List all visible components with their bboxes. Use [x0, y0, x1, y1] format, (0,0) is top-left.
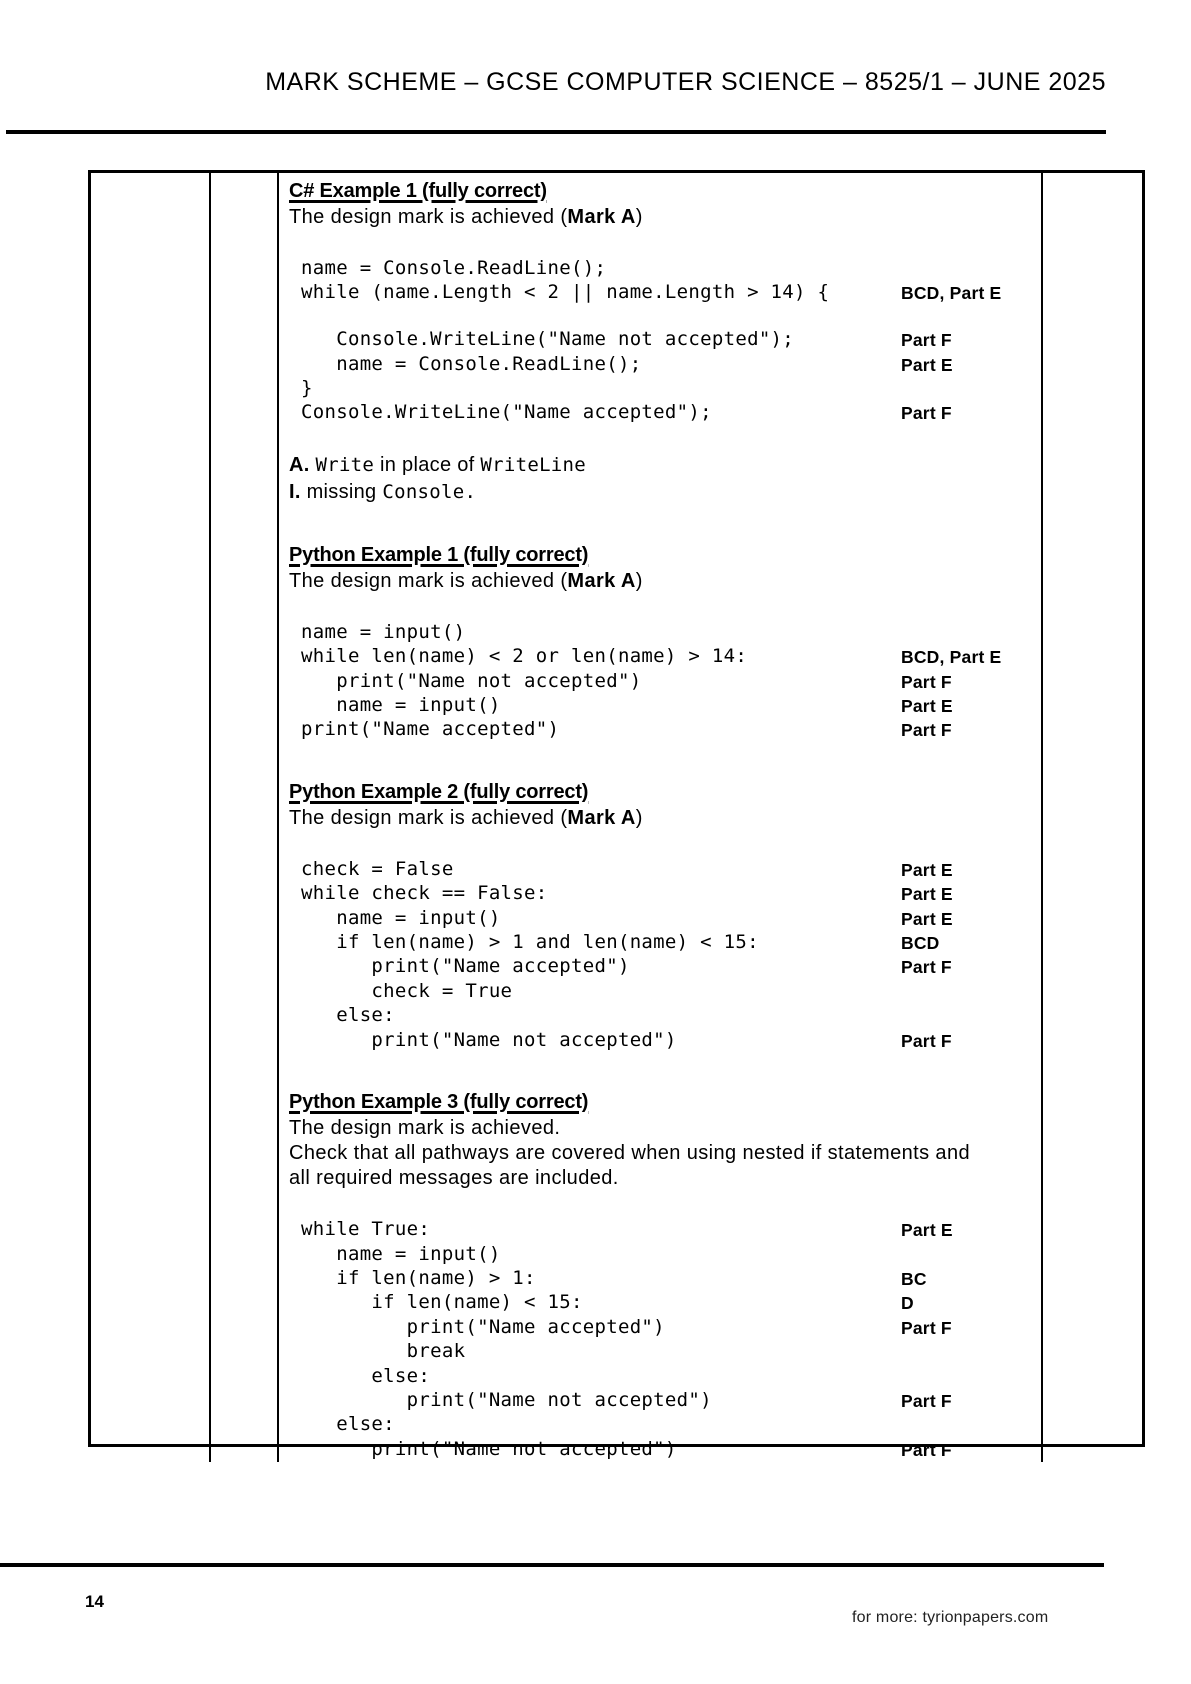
watermark-text: for more: tyrionpapers.com — [852, 1609, 1049, 1626]
page-number: 14 — [85, 1592, 104, 1611]
code-text: while check == False: — [301, 882, 548, 905]
code-text: print("Name not accepted") — [301, 669, 642, 692]
code-block-csharp-1 — [289, 257, 1031, 426]
note-a-label: A. — [289, 453, 310, 476]
code-line — [301, 1413, 1031, 1437]
code-text: check = False — [301, 857, 454, 880]
mark-annotation: Part E — [901, 859, 953, 880]
example-heading-row — [289, 779, 1031, 805]
mark-annotation: BCD — [901, 933, 940, 954]
code-line — [301, 694, 1031, 718]
code-text: name = Console.ReadLine(); — [301, 257, 607, 279]
mark-annotation: Part E — [901, 354, 953, 375]
note-i-code: Console. — [382, 480, 477, 503]
code-text: break — [301, 1340, 466, 1363]
code-line — [301, 281, 1031, 305]
intro-text-post: ) — [635, 206, 643, 228]
code-text: name = input() — [301, 694, 501, 717]
code-line — [301, 1389, 1031, 1413]
code-block-python-1 — [289, 621, 1031, 743]
code-line — [301, 1438, 1031, 1462]
marks-cell — [211, 173, 279, 1462]
code-text: print("Name accepted") — [301, 955, 630, 978]
code-text: print("Name not accepted") — [301, 1437, 677, 1460]
example-heading-row — [289, 178, 1031, 204]
code-text: while len(name) < 2 or len(name) > 14: — [301, 645, 748, 668]
code-text: print("Name not accepted") — [301, 1028, 677, 1051]
code-line — [301, 858, 1031, 882]
mark-annotation: Part E — [901, 908, 953, 929]
example-intro-line: The design mark is achieved. — [289, 1117, 561, 1140]
code-text: if len(name) > 1: — [301, 1266, 536, 1289]
code-line — [301, 1004, 1031, 1028]
note-i-label: I. — [289, 480, 301, 503]
intro-text-pre: The design mark is achieved ( — [289, 569, 568, 592]
example-section-python-3 — [289, 1089, 1031, 1462]
note-a-text: in place of — [380, 453, 475, 476]
code-text: name = input() — [301, 1242, 501, 1265]
code-line — [301, 1243, 1031, 1267]
example-heading-row — [289, 1089, 1031, 1115]
note-a-code-2: WriteLine — [480, 453, 587, 476]
code-text: else: — [301, 1413, 395, 1436]
intro-mark-ref: Mark A — [567, 206, 636, 228]
code-line — [301, 1340, 1031, 1364]
code-text: print("Name accepted") — [301, 1315, 665, 1338]
code-line — [301, 377, 1031, 401]
mark-annotation: D — [901, 1293, 914, 1314]
code-line — [301, 907, 1031, 931]
note-a-code-1: Write — [315, 453, 375, 476]
code-line — [301, 401, 1031, 425]
code-line — [301, 353, 1031, 377]
right-margin-cell — [1043, 173, 1142, 1462]
example-intro — [289, 806, 1031, 830]
mark-annotation: Part E — [901, 696, 953, 717]
code-line — [301, 931, 1031, 955]
note-i-text: missing — [306, 480, 377, 503]
mark-annotation: Part F — [901, 957, 952, 978]
code-line — [301, 1218, 1031, 1242]
code-text: if len(name) > 1 and len(name) < 15: — [301, 931, 759, 954]
code-text: name = Console.ReadLine(); — [301, 352, 642, 375]
code-text: Console.WriteLine("Name not accepted"); — [301, 328, 795, 351]
code-text: name = input() — [301, 620, 466, 643]
example-heading: Python Example 1 (fully correct) — [289, 543, 589, 566]
note-line-a — [289, 452, 1031, 479]
intro-mark-ref: Mark A — [567, 806, 636, 829]
footer-rule — [0, 1563, 1104, 1567]
code-text: else: — [301, 1364, 431, 1387]
example-heading: Python Example 3 (fully correct) — [289, 1091, 589, 1114]
code-text: while (name.Length < 2 || name.Length > 14) { — [301, 281, 830, 304]
code-line — [301, 1316, 1031, 1340]
code-block-python-3 — [289, 1218, 1031, 1462]
mark-annotation: Part F — [901, 403, 952, 424]
code-text: if len(name) < 15: — [301, 1291, 583, 1314]
code-line — [301, 955, 1031, 979]
code-text: } — [301, 377, 313, 400]
code-line — [301, 1291, 1031, 1315]
code-line — [301, 257, 1031, 281]
example-section-python-2 — [289, 779, 1031, 1053]
mark-annotation: Part F — [901, 1390, 952, 1411]
code-line — [301, 718, 1031, 742]
mark-annotation: Part F — [901, 720, 952, 741]
intro-text-pre: The design mark is achieved ( — [289, 806, 568, 829]
intro-mark-ref: Mark A — [567, 569, 636, 592]
code-text: print("Name accepted") — [301, 718, 560, 741]
mark-annotation: Part F — [901, 1317, 952, 1338]
mark-annotation: Part F — [901, 330, 952, 351]
code-line — [301, 1029, 1031, 1053]
example-section-python-1 — [289, 542, 1031, 743]
code-line — [301, 670, 1031, 694]
code-text: Console.WriteLine("Name accepted"); — [301, 401, 712, 424]
mark-annotation: BCD, Part E — [901, 283, 1002, 304]
question-number-cell — [91, 173, 211, 1462]
code-line — [301, 328, 1031, 352]
header-rule — [6, 130, 1106, 134]
page-header-title: MARK SCHEME – GCSE COMPUTER SCIENCE – 8525/1 – JUNE 2025 — [265, 68, 1106, 96]
example-heading: Python Example 2 (fully correct) — [289, 780, 589, 803]
code-line — [301, 645, 1031, 669]
note-line-i — [289, 479, 1031, 506]
example-intro-line: Check that all pathways are covered when using nested if statements and — [289, 1142, 970, 1165]
mark-annotation: Part F — [901, 1030, 952, 1051]
example-intro — [289, 205, 1031, 229]
answer-content-cell — [279, 173, 1043, 1462]
example-intro — [289, 569, 1031, 593]
code-line — [301, 306, 1031, 328]
code-line — [301, 1267, 1031, 1291]
code-block-python-2 — [289, 858, 1031, 1053]
intro-text-post: ) — [635, 569, 643, 592]
code-text: else: — [301, 1004, 395, 1027]
code-line — [301, 882, 1031, 906]
mark-scheme-table — [88, 170, 1145, 1460]
mark-annotation: Part F — [901, 1439, 952, 1460]
code-text: check = True — [301, 979, 513, 1002]
code-line — [301, 980, 1031, 1004]
mark-annotation: BCD, Part E — [901, 647, 1002, 668]
code-line — [301, 621, 1031, 645]
mark-annotation: Part F — [901, 671, 952, 692]
intro-text-pre: The design mark is achieved ( — [289, 206, 568, 228]
code-text: name = input() — [301, 906, 501, 929]
code-text: print("Name not accepted") — [301, 1388, 712, 1411]
code-text: while True: — [301, 1218, 431, 1241]
example-heading: C# Example 1 (fully correct) — [289, 180, 547, 202]
mark-annotation: Part E — [901, 884, 953, 905]
mark-annotation: BC — [901, 1268, 927, 1289]
marker-notes — [289, 452, 1031, 506]
mark-annotation: Part E — [901, 1220, 953, 1241]
example-heading-row — [289, 542, 1031, 568]
code-line — [301, 1365, 1031, 1389]
example-intro-line: all required messages are included. — [289, 1167, 619, 1190]
example-section-csharp-1 — [289, 178, 1031, 506]
intro-text-post: ) — [635, 806, 643, 829]
